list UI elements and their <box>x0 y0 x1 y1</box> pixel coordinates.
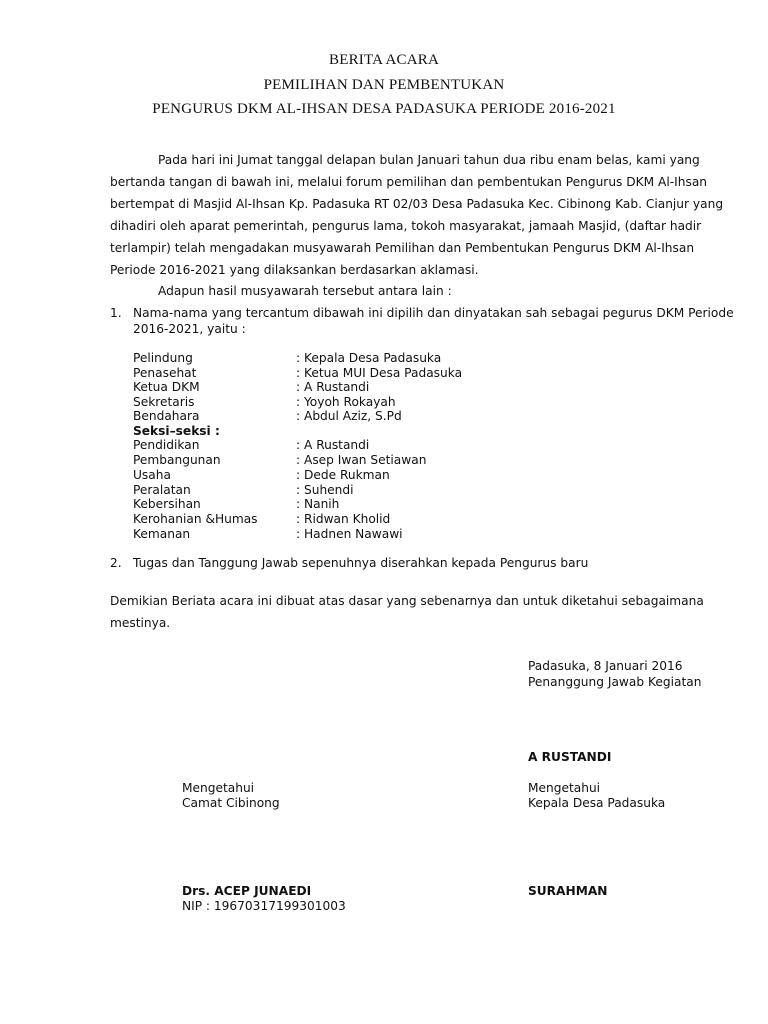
officer-name: : Yoyoh Rokayah <box>296 395 396 409</box>
document-subtitle: PEMILIHAN DAN PEMBENTUKAN <box>263 77 505 93</box>
left-signer-position: Camat Cibinong <box>182 796 280 810</box>
section-row <box>133 453 427 468</box>
officer-role: Penasehat <box>133 366 197 380</box>
section-role: Pendidikan <box>133 438 200 452</box>
right-signer-label: Mengetahui <box>528 781 601 795</box>
opening-line-3: bertempat di Masjid Al-Ihsan Kp. Padasuka RT 02/03 Desa Padasuka Kec. Cibinong Kab. Cianjur yang <box>110 197 724 211</box>
opening-line-5: terlampir) telah mengadakan musyawarah Pemilihan dan Pembentukan Pengurus DKM Al-Ihsan <box>110 241 695 255</box>
officer-row <box>133 395 396 410</box>
section-role: Peralatan <box>133 483 191 497</box>
section-name: : Nanih <box>296 497 340 511</box>
section-name: : Suhendi <box>296 483 354 497</box>
sections-heading: Seksi–seksi : <box>133 424 220 438</box>
officer-name: : Abdul Aziz, S.Pd <box>296 409 402 423</box>
section-row <box>133 483 354 498</box>
opening-line-2: bertanda tangan di bawah ini, melalui forum pemilihan dan pembentukan Pengurus DKM Al-Ihsan <box>110 175 708 189</box>
left-signer-nip: NIP : 19670317199301003 <box>182 899 346 913</box>
section-role: Pembangunan <box>133 453 221 467</box>
opening-line-1: Pada hari ini Jumat tanggal delapan bulan Januari tahun dua ribu enam belas, kami yang <box>158 153 700 167</box>
officer-role: Ketua DKM <box>133 380 200 394</box>
section-name: : Asep Iwan Setiawan <box>296 453 427 467</box>
section-name: : Dede Rukman <box>296 468 390 482</box>
closing-line-1: Demikian Beriata acara ini dibuat atas dasar yang sebenarnya dan untuk diketahui sebagaimana <box>110 594 704 608</box>
opening-line-4: dihadiri oleh aparat pemerintah, pengurus lama, tokoh masyarakat, jamaah Masjid, (daftar hadir <box>110 219 702 233</box>
item-2-number: 2. <box>110 556 122 570</box>
officer-role: Pelindung <box>133 351 193 365</box>
officer-row <box>133 366 463 381</box>
section-row <box>133 438 370 453</box>
officer-row <box>133 380 370 395</box>
item-1-text-line-2: 2016-2021, yaitu : <box>133 322 246 336</box>
officer-role: Sekretaris <box>133 395 195 409</box>
left-signer-label: Mengetahui <box>182 781 255 795</box>
right-signer-name: SURAHMAN <box>528 884 608 898</box>
responsible-title: Penanggung Jawab Kegiatan <box>528 675 702 689</box>
officer-name: : Ketua MUI Desa Padasuka <box>296 366 463 380</box>
section-row <box>133 512 391 527</box>
closing-line-2: mestinya. <box>110 616 171 630</box>
officer-name: : A Rustandi <box>296 380 370 394</box>
left-signer-name: Drs. ACEP JUNAEDI <box>182 884 312 898</box>
officer-role: Bendahara <box>133 409 200 423</box>
section-role: Usaha <box>133 468 171 482</box>
results-intro: Adapun hasil musyawarah tersebut antara lain : <box>158 284 452 298</box>
section-role: Kebersihan <box>133 497 201 511</box>
place-date: Padasuka, 8 Januari 2016 <box>528 659 683 673</box>
section-name: : Ridwan Kholid <box>296 512 391 526</box>
opening-line-6: Periode 2016-2021 yang dilaksankan berdasarkan aklamasi. <box>110 263 479 277</box>
right-signer-position: Kepala Desa Padasuka <box>528 796 666 810</box>
officer-row <box>133 409 402 424</box>
section-role: Kemanan <box>133 527 191 541</box>
section-row <box>133 527 403 542</box>
item-1-text-line-1: Nama-nama yang tercantum dibawah ini dipilih dan dinyatakan sah sebagai pegurus DKM Periode <box>133 306 734 320</box>
officer-name: : Kepala Desa Padasuka <box>296 351 442 365</box>
section-name: : A Rustandi <box>296 438 370 452</box>
item-2-text: Tugas dan Tanggung Jawab sepenuhnya diserahkan kepada Pengurus baru <box>133 556 589 570</box>
section-row <box>133 468 390 483</box>
section-row <box>133 497 340 512</box>
document-title: BERITA ACARA <box>329 52 439 68</box>
item-1-number: 1. <box>110 306 122 320</box>
responsible-name: A RUSTANDI <box>528 750 612 764</box>
officer-row <box>133 351 442 366</box>
section-role: Kerohanian &Humas <box>133 512 258 526</box>
opening-paragraph <box>110 149 724 281</box>
section-name: : Hadnen Nawawi <box>296 527 403 541</box>
document-heading: PENGURUS DKM AL-IHSAN DESA PADASUKA PERIODE 2016-2021 <box>152 101 616 117</box>
